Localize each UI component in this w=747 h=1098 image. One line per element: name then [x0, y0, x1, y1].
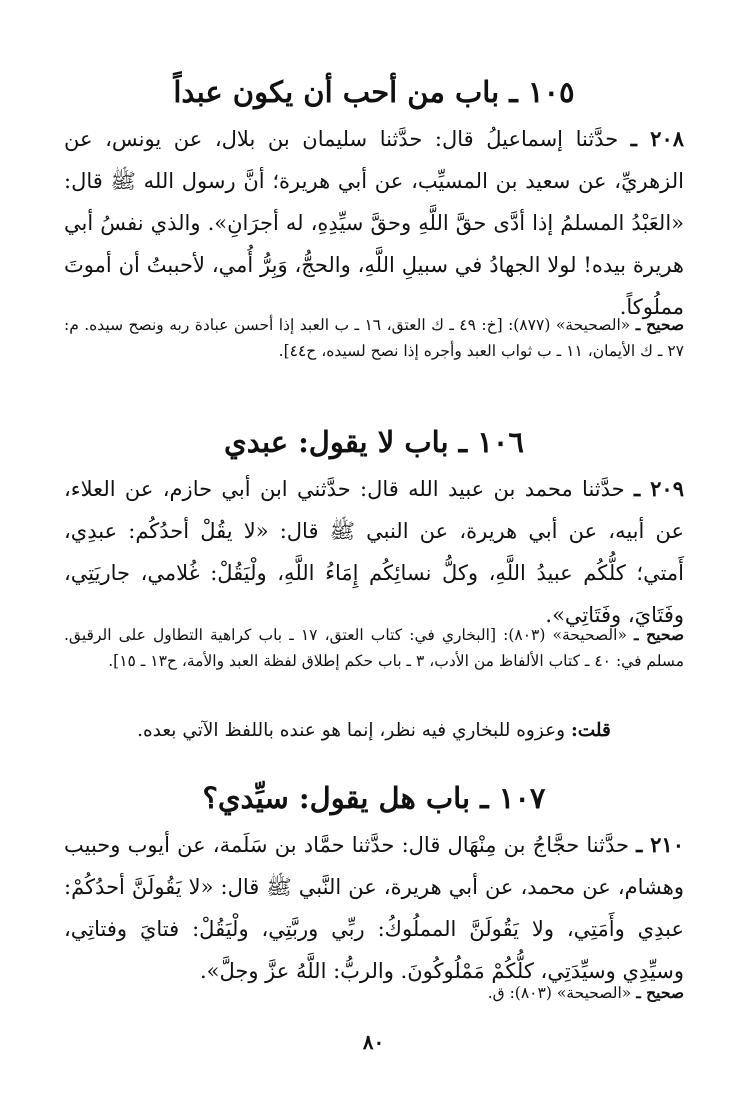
hadith-text: حدَّثنا حجَّاجُ بن مِنْهَال قال: حدَّثنا حمَّاد بن سَلَمة، عن أيوب وحبيب وهشام، عن محمد، عن أبي هريرة، عن النَّبي ﷺ قال: «لا يَقُولَنَّ أحدُكُمْ: عبدِي وأَمَتِي، ولا يَقُولَنَّ المملُوكُ: ربِّي وربَّتِي، ولْيَقُلْ: فتايَ وفتاتِي، وسيِّدِي وسيِّدَتِي، كلُّكُمْ مَمْلُوكُونَ. والربُّ: اللَّهُ عزَّ وجلَّ».	[64, 833, 684, 983]
chapter-heading: ١٠٥ ـ باب من أحب أن يكون عبداً	[173, 75, 575, 109]
grade-label: صحيح ـ	[635, 315, 684, 334]
remark-text: وعزوه للبخاري فيه نظر، إنما هو عنده باللفظ الآتي بعده.	[137, 720, 566, 741]
remark-label: قلت:	[570, 720, 611, 741]
note-text: «الصحيحة» (٨٠٣): ق.	[487, 984, 632, 1002]
hadith-text: حدَّثنا إسماعيلُ قال: حدَّثنا سليمان بن بلال، عن يونس، عن الزهريِّ، عن سعيد بن المسيِّب، عن أبي هريرة؛ أنَّ رسول الله ﷺ قال: «العَبْدُ المسلمُ إذا أدَّى حقَّ اللَّهِ وحقَّ سيِّدِهِ، له أجرَانِ». والذي نفسُ أبي هريرة بيده! لولا الجهادُ في سبيلِ اللَّهِ، والحجُّ، وَبِرُّ أُمي، لأحببتُ أن أموتَ مملُوكاً.	[64, 127, 684, 319]
takhrij-note	[64, 312, 684, 364]
chapter-heading: ١٠٧ ـ باب هل يقول: سيِّدي؟	[202, 781, 546, 815]
hadith-text: حدَّثنا محمد بن عبيد الله قال: حدَّثني ابن أبي حازم، عن العلاء، عن أبيه، عن أبي هريرة، عن النبي ﷺ قال: «لا يقُلْ أحدُكُم: عبدِي، أَمتي؛ كلُّكُم عبيدُ اللَّهِ، وكلُّ نسائِكُم إِمَاءُ اللَّهِ، ولْيَقُلْ: غُلامي، جاريَتِي، وفَتَايَ، وفَتَاتِي».	[64, 477, 684, 627]
chapter-heading: ١٠٦ ـ باب لا يقول: عبدي	[224, 425, 524, 459]
grade-label: صحيح ـ	[634, 625, 684, 644]
hadith-paragraph	[64, 118, 684, 328]
note-text: «الصحيحة» (٨٠٣): [البخاري في: كتاب العتق، ١٧ ـ باب كراهية التطاول على الرقيق. مسلم في: ٤٠ ـ كتاب الألفاظ من الأدب، ٣ ـ باب حكم إطلاق لفظة العبد والأمة، ح١٣ ـ ١٥].	[64, 626, 684, 670]
editor-remark	[64, 716, 684, 746]
hadith-paragraph	[64, 824, 684, 992]
hadith-number: ٢٠٨ ـ	[630, 126, 685, 151]
note-text: «الصحيحة» (٨٧٧): [خ: ٤٩ ـ ك العتق، ١٦ ـ ب العبد إذا أحسن عبادة ربه ونصح سيده. م: ٢٧ ـ ك الأيمان، ١١ ـ ب ثواب العبد وأجره إذا نصح لسيده، ح٤٤].	[64, 316, 684, 360]
takhrij-note	[64, 980, 684, 1006]
page-number: ٨٠	[362, 1030, 385, 1054]
hadith-paragraph	[64, 468, 684, 636]
grade-label: صحيح ـ	[636, 983, 684, 1002]
takhrij-note	[64, 622, 684, 674]
hadith-number: ٢٠٩ ـ	[634, 476, 684, 501]
hadith-number: ٢١٠ ـ	[636, 832, 684, 857]
